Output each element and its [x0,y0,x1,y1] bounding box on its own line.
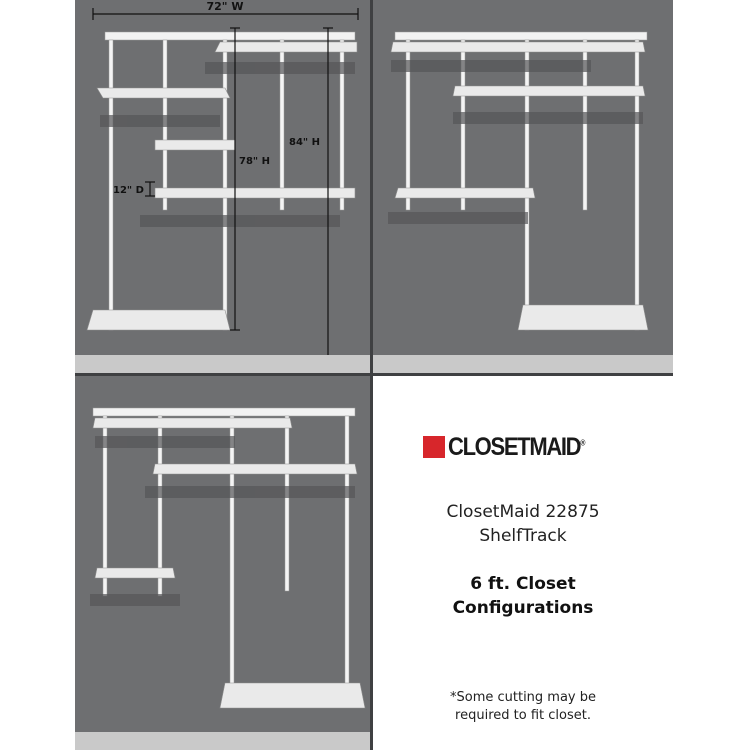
height-78-dimension-label: 78" H [239,156,270,167]
product-name-line-1: ClosetMaid 22875 [446,502,600,522]
shelving-diagram-3 [75,376,370,750]
logo-square-icon [423,436,445,458]
closetmaid-logo [423,433,604,461]
depth-dimension-label: 12" D [113,185,144,196]
product-name-line-2: ShelfTrack [479,526,567,546]
closet-configuration-1 [75,0,370,373]
configuration-title-line-1: 6 ft. Closet [470,574,576,594]
info-panel [373,376,673,750]
height-84-dimension-label: 84" H [289,137,320,148]
closet-configuration-2 [373,0,673,373]
logo-wordmark: CLOSETMAID® [448,432,586,461]
shelving-diagram-1 [75,0,370,373]
configuration-title-line-2: Configurations [452,598,594,618]
cutting-note-line-1: *Some cutting may be [449,690,597,705]
panel-divider-horizontal [75,373,673,376]
shelving-diagram-2 [373,0,673,373]
closet-configuration-3 [75,376,370,750]
cutting-note-line-2: required to fit closet. [455,708,591,723]
width-dimension-label: 72" W [206,0,244,13]
